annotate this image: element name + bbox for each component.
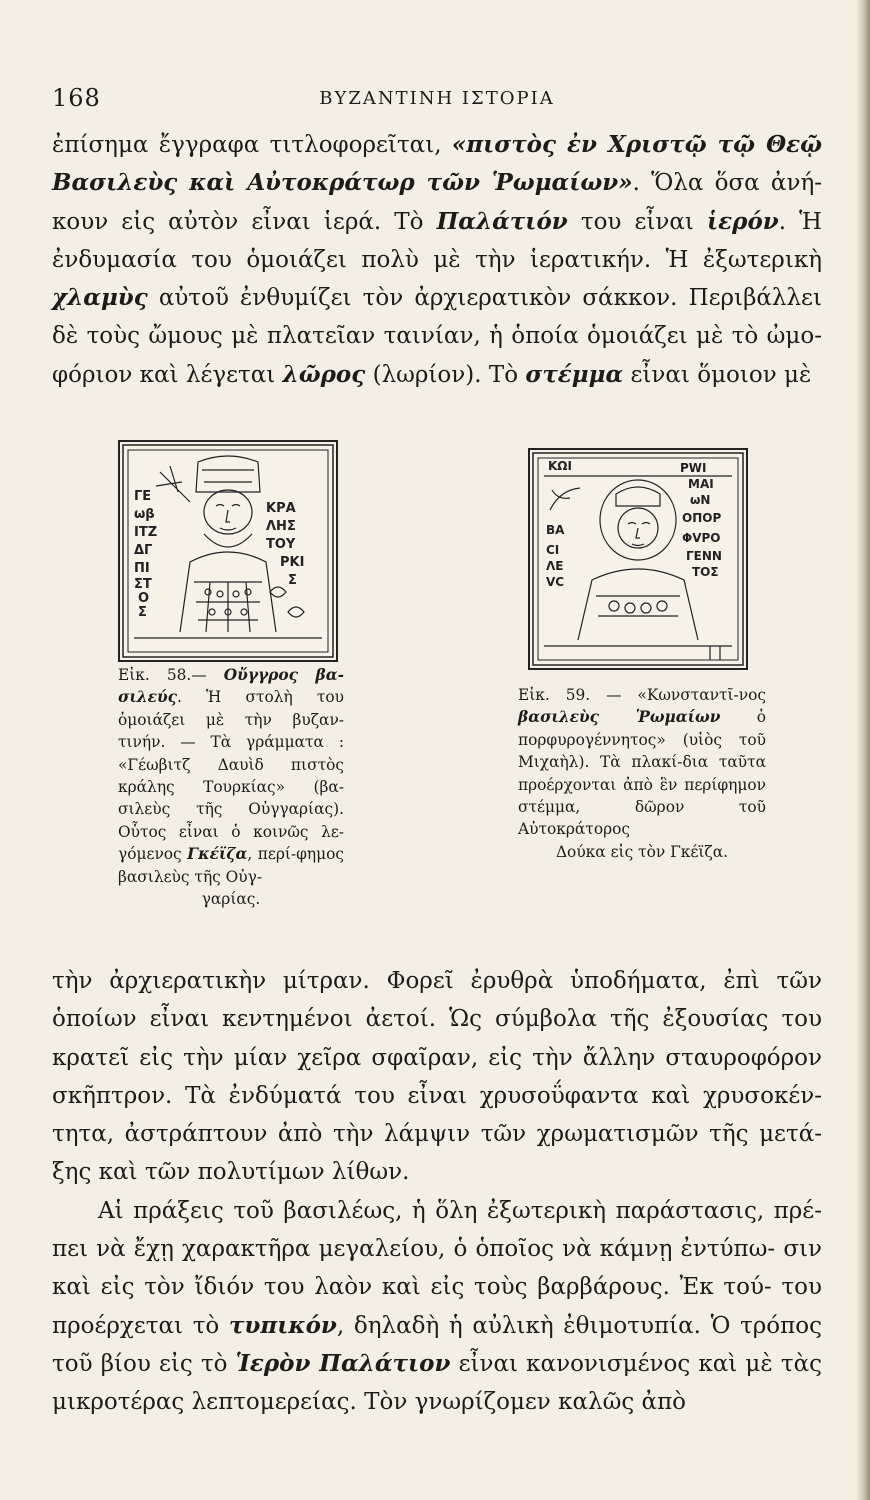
inscription-letter: ωβ <box>134 507 155 522</box>
body-text-bottom <box>52 962 822 1422</box>
inscription-letter: ΓΕΝΝ <box>686 549 722 563</box>
inscription-letter: Σ <box>288 573 297 588</box>
inscription-letter: CΙ <box>546 543 560 557</box>
emphasis: Γκέϊζα <box>187 845 248 864</box>
figure-58-enamel-plaque <box>118 440 338 662</box>
emphasis: Παλάτιόν <box>436 207 568 235</box>
inscription-letter: ΒΑ <box>546 523 565 537</box>
emphasis: Οὔγγρος βα-σιλεύς <box>118 666 344 707</box>
inscription-letter: ΦVΡΟ <box>682 531 721 545</box>
inscription-letter: ΚΩΙ <box>548 459 572 473</box>
page-number: 168 <box>52 84 101 112</box>
paragraph: τὴν ἀρχιερατικὴν μίτραν. Φορεῖ ἐρυθρὰ ὑποδήματα, ἐπὶ τῶν ὁποίων εἶναι κεντημένοι ἀετοί. Ὡς σύμβολα τῆς ἐξουσίας του κρατεῖ εἰς τὴν μίαν χεῖρα σφαῖραν, εἰς τὴν ἄλλην σταυροφόρον σκῆπτρον. Τὰ ἐνδύματά του εἶναι χρυσοΰφαντα καὶ χρυσοκέν- τητα, ἀστράπτουν ἀπὸ τὴν λάμψιν τῶν χρωματισμῶν τῆς μετά- ξης καὶ τῶν πολυτίμων λίθων. <box>52 968 822 1186</box>
page-edge-shadow <box>856 0 870 1500</box>
emphasis: Ἱερὸν Παλάτιον <box>235 1349 451 1377</box>
figure-59-caption <box>518 684 766 863</box>
paragraph: Αἱ πράξεις τοῦ βασιλέως, ἡ ὅλη ἐξωτερικὴ παράστασις, πρέ- πει νὰ ἔχῃ χαρακτῆρα μεγαλείου, ὁ ὁποῖος νὰ κάμνῃ ἐντύπω- σιν καὶ εἰς τὸν ἴδιόν του λαὸν καὶ εἰς τοὺς βαρβάρους. Ἐκ τού- του προέρχεται τὸ τυπικόν, δηλαδὴ ἡ αὐλικὴ ἐθιμοτυπία. Ὁ τρόπος τοῦ βίου εἰς τὸ Ἱερὸν Παλάτιον εἶναι κανονισμένος καὶ μὲ τὰς μικροτέρας λεπτομερείας. Τὸν γνωρίζομεν καλῶς ἀπὸ <box>52 1197 823 1416</box>
inscription-letter: ΤΟΣ <box>692 565 719 579</box>
inscription-letter: Ο <box>138 591 150 606</box>
inscription-letter: ωΝ <box>690 493 711 507</box>
emphasis: χλαμὺς <box>52 284 148 312</box>
paragraph: ἐπίσημα ἔγγραφα τιτλοφορεῖται, «πιστὸς ἐν Χριστῷ τῷ Θεῷ Βασιλεὺς καὶ Αὐτοκράτωρ τῶν Ῥωμαίων». Ὅλα ὅσα ἀνή- κουν εἰς αὐτὸν εἶναι ἱερά. Τὸ Παλάτιόν του εἶναι ἱερόν. Ἡ ἐνδυμασία του ὁμοιάζει πολὺ μὲ τὴν ἱερατικήν. Ἡ ἐξωτερικὴ χλαμὺς αὐτοῦ ἐνθυμίζει τὸν ἀρχιερατικὸν σάκκον. Περιβάλλει δὲ τοὺς ὤμους μὲ πλατεῖαν ταινίαν, ἡ ὁποία ὁμοιάζει μὲ τὸ ὠμο- φόριον καὶ λέγεται λῶρος (λωρίον). Τὸ στέμμα εἶναι ὅμοιον μὲ <box>52 131 823 388</box>
page-header <box>52 84 822 118</box>
inscription-letter: ΚΡΑ <box>266 501 296 516</box>
emphasis: βασιλεὺς Ῥωμαίων <box>518 708 721 727</box>
inscription-letter: VC <box>546 575 565 589</box>
inscription-letter: ΟΠΟΡ <box>682 511 722 525</box>
emphasis: τυπικόν <box>228 1311 337 1339</box>
inscription-letter: ΓΕ <box>134 489 152 504</box>
inscription-letter: Σ <box>138 605 147 620</box>
inscription-letter: ΤΟΥ <box>266 537 296 552</box>
emphasis: «πιστὸς ἐν Χριστῷ τῷ Θεῷ <box>451 131 823 158</box>
portrait-king-geza-illustration <box>120 442 336 660</box>
caption-last-line: γαρίας. <box>201 890 261 909</box>
emphasis: στέμμα <box>525 360 624 388</box>
inscription-letter: ΜΑΙ <box>688 477 714 491</box>
running-head: ΒΥΖΑΝΤΙΝΗ ΙΣΤΟΡΙΑ <box>319 88 555 109</box>
caption-text: Εἰκ. 58.— Οὔγγρος βα-σιλεύς. Ἡ στολὴ του ὁμοιάζει μὲ τὴν βυζαν-τινήν. — Τὰ γράμματα : «Γέωβιτζ Δαυὶδ πιστὸς κράλης Τουρκίας» (βα-σιλεὺς τῆς Οὐγγαρίας). Οὗτος εἶναι ὁ κοινῶς λε-γόμενος Γκέϊζα, περί-φημος βασιλεὺς τῆς Οὐγ- <box>118 666 345 886</box>
inscription-letter: ΙΤΖ <box>134 525 158 540</box>
portrait-constantine-illustration <box>530 450 746 668</box>
inscription-letter: ΛΗΣ <box>266 519 296 534</box>
inscription-letter: ΛΕ <box>546 559 564 573</box>
inscription-letter: ΠΙ <box>134 561 150 576</box>
body-text-top <box>52 126 822 394</box>
figure-59-enamel-plaque <box>528 448 748 670</box>
caption-last-line: Δούκα εἰς τὸν Γκέϊζα. <box>555 842 729 861</box>
figure-58-caption <box>118 664 344 910</box>
inscription-letter: ΣΤ <box>134 577 152 592</box>
emphasis: Βασιλεὺς καὶ Αὐτοκράτωρ τῶν Ῥωμαίων» <box>52 169 633 197</box>
inscription-letter: ΔΓ <box>134 543 153 558</box>
caption-text: Εἰκ. 59. — «Κωνσταντῖ-νος βασιλεὺς Ῥωμαίων ὁ πορφυρογέννητος» (υἱὸς τοῦ Μιχαὴλ). Τὰ πλακί-δια ταῦτα προέρχονται ἀπὸ ἓν περίφημον στέμμα, δῶρον τοῦ Αὐτοκράτορος <box>518 686 766 839</box>
emphasis: λῶρος <box>282 360 366 388</box>
emphasis: ἱερόν <box>707 207 779 235</box>
inscription-letter: ΡΚΙ <box>280 555 305 570</box>
inscription-letter: ΡWΙ <box>680 461 707 475</box>
